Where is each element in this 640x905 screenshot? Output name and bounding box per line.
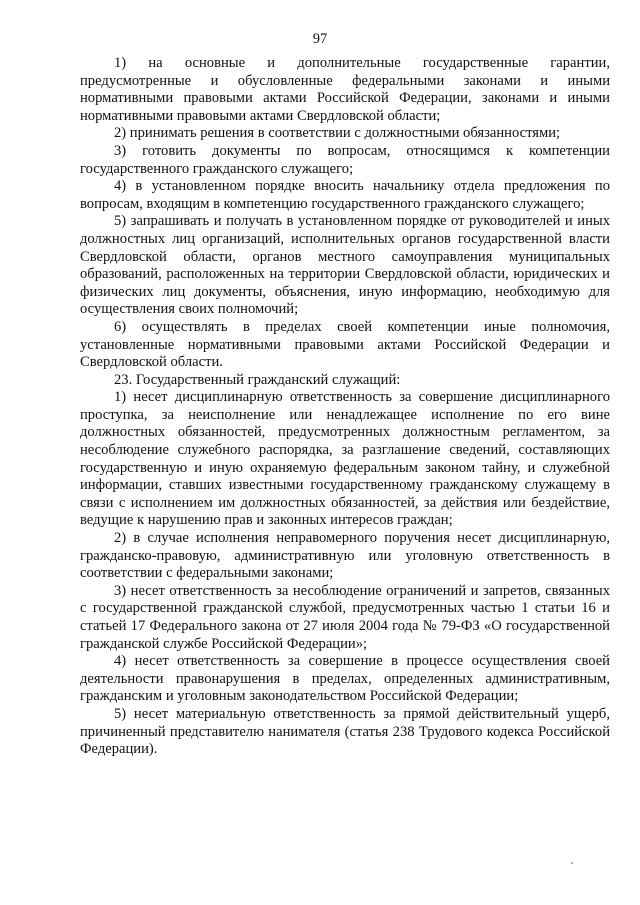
page-number: 97	[312, 31, 328, 47]
paragraph-right-1: 1) на основные и дополнительные государственные гарантии, предусмотренные и обусловленные федеральными законами и иными нормативными правовыми актами Российской Федерации, законами и иными нормативными правовыми актами Свердловской области;	[80, 55, 610, 124]
paragraph-right-6: 6) осуществлять в пределах своей компетенции иные полномочия, установленные нормативными правовыми актами Российской Федерации и Свердловской области.	[80, 318, 610, 371]
scan-artifact-dot	[571, 862, 573, 864]
section-heading-23: 23. Государственный гражданский служащий:	[114, 371, 401, 388]
paragraph-right-2: 2) принимать решения в соответствии с должностными обязанностями;	[114, 125, 561, 142]
paragraph-duty-3: 3) несет ответственность за несоблюдение ограничений и запретов, связанных с государственной гражданской службой, предусмотренных частью 1 статьи 16 и статьей 17 Федерального закона от 27 июля 2004 года № 79-ФЗ «О государственной гражданской службе Российской Федерации»;	[80, 582, 610, 652]
paragraph-duty-2: 2) в случае исполнения неправомерного поручения несет дисциплинарную, гражданско-правовую, административную или уголовную ответственность в соответствии с федеральными законами;	[80, 530, 610, 582]
paragraph-right-4: 4) в установленном порядке вносить начальнику отдела предложения по вопросам, входящим в компетенцию государственного гражданского служащего;	[80, 178, 610, 212]
paragraph-right-5: 5) запрашивать и получать в установленном порядке от руководителей и иных должностных лиц организаций, исполнительных органов государственной власти Свердловской области, органов местного самоуправления муниципальных образований, расположенных на территории Свердловской области, юридических и физических лиц документы, объяснения, иную информацию, необходимую для осуществления своих полномочий;	[80, 213, 610, 318]
document-body	[80, 55, 610, 759]
paragraph-duty-1: 1) несет дисциплинарную ответственность за совершение дисциплинарного проступка, за неисполнение или ненадлежащее исполнение по его вине должностных обязанностей, предусмотренных должностным регламентом, за несоблюдение служебного распорядка, за разглашение сведений, составляющих государственную и иную охраняемую федеральным законом тайну, и служебной информации, ставших известными государственному гражданскому служащему в связи с исполнением им должностных обязанностей, за действия или бездействие, ведущие к нарушению прав и законных интересов граждан;	[80, 389, 610, 529]
paragraph-duty-5: 5) несет материальную ответственность за прямой действительный ущерб, причиненный представителю нанимателя (статья 238 Трудового кодекса Российской Федерации).	[80, 705, 610, 758]
paragraph-right-3: 3) готовить документы по вопросам, относящимся к компетенции государственного гражданского служащего;	[80, 142, 610, 177]
paragraph-duty-4: 4) несет ответственность за совершение в процессе осуществления своей деятельности правонарушения в пределах, определенных административным, гражданским и уголовным законодательством Российской Федерации;	[80, 653, 610, 705]
